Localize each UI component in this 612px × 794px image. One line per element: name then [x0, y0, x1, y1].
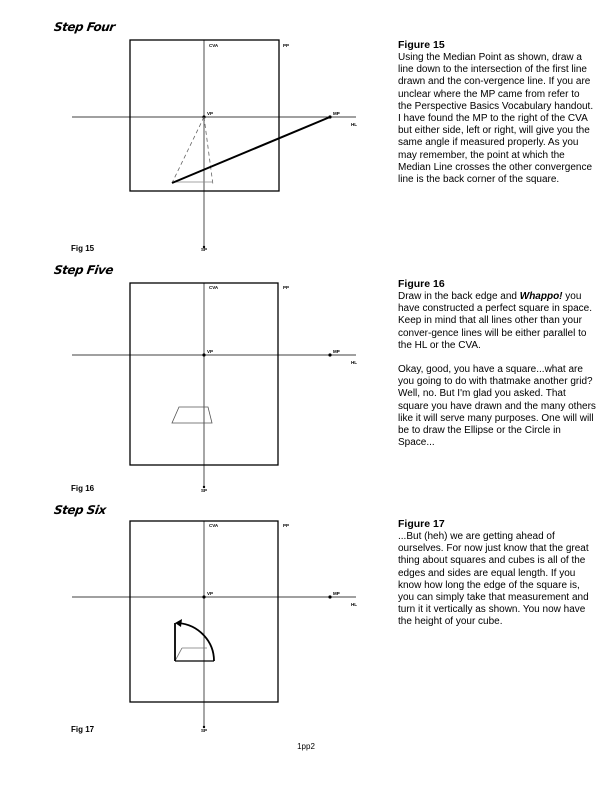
sp-label: SP: [201, 488, 208, 493]
fig-16-label: Fig 16: [71, 484, 95, 493]
mp-label: MP: [333, 591, 340, 596]
vp-label: VP: [207, 591, 214, 596]
fig-15-label: Fig 15: [71, 244, 95, 253]
cva-label: CVA: [209, 43, 219, 48]
pp-label: PP: [283, 43, 290, 48]
arrowhead-icon: [175, 619, 182, 627]
hl-label: HL: [351, 602, 357, 607]
pp-label: PP: [283, 285, 290, 290]
figure-17-text: [398, 518, 596, 641]
text-run: Draw in the back edge and: [398, 291, 520, 302]
mp-label: MP: [333, 349, 340, 354]
step-four-heading: Step Four: [53, 20, 116, 34]
sp-label: SP: [201, 247, 208, 252]
hl-label: HL: [351, 360, 357, 365]
whappo-emphasis: Whappo!: [519, 291, 563, 302]
figure-15-paragraph: Using the Median Point as shown, draw a line down to the intersection of the first line drawn and the con-vergence line. If you are unclear where the MP came from refer to the Perspective Basics Vocabulary handout. I have found the MP to the right of the CVA but either side, left or right, will give you the same angle if measured properly. As you may remember, the point at which the Median Line crosses the other convergence line is the back corner of the square.: [398, 52, 594, 186]
page-footer: 1pp2: [297, 742, 315, 751]
cva-label: CVA: [209, 523, 219, 528]
step-six-heading: Step Six: [53, 503, 107, 517]
rotation-arc: [178, 623, 214, 661]
step-five-heading: Step Five: [53, 263, 115, 277]
figure-17-title: Figure 17: [398, 518, 445, 530]
text-run: you have constructed a perfect square in space. Keep in mind that all lines other than your conver-gence lines will be either parallel to the HL or the CVA.: [398, 291, 593, 351]
cva-label: CVA: [209, 285, 219, 290]
figure-17-paragraph: ...But (heh) we are getting ahead of ourselves. For now just know that the great thing about squares and cubes is all of the edges and sides are equal length. If you know how long the edge of the square is, you can simply take that measurement and turn it it vertically as shown. You now have the height of your cube.: [398, 531, 589, 628]
figure-15-title: Figure 15: [398, 39, 445, 51]
fig-17-label: Fig 17: [71, 725, 95, 734]
mp-label: MP: [333, 111, 340, 116]
vp-label: VP: [207, 349, 214, 354]
sp-label: SP: [201, 728, 208, 733]
figure-16-title: Figure 16: [398, 278, 445, 290]
vp-label: VP: [207, 111, 214, 116]
pp-label: PP: [283, 523, 290, 528]
figure-16-paragraph-2: Okay, good, you have a square...what are you going to do with thatmake another grid? Well, no. But I'm glad you asked. That square you have drawn and the many others like it will serve many purposes. One will will be to draw the Ellipse or the Circle in Space...: [398, 364, 596, 449]
hl-label: HL: [351, 122, 357, 127]
